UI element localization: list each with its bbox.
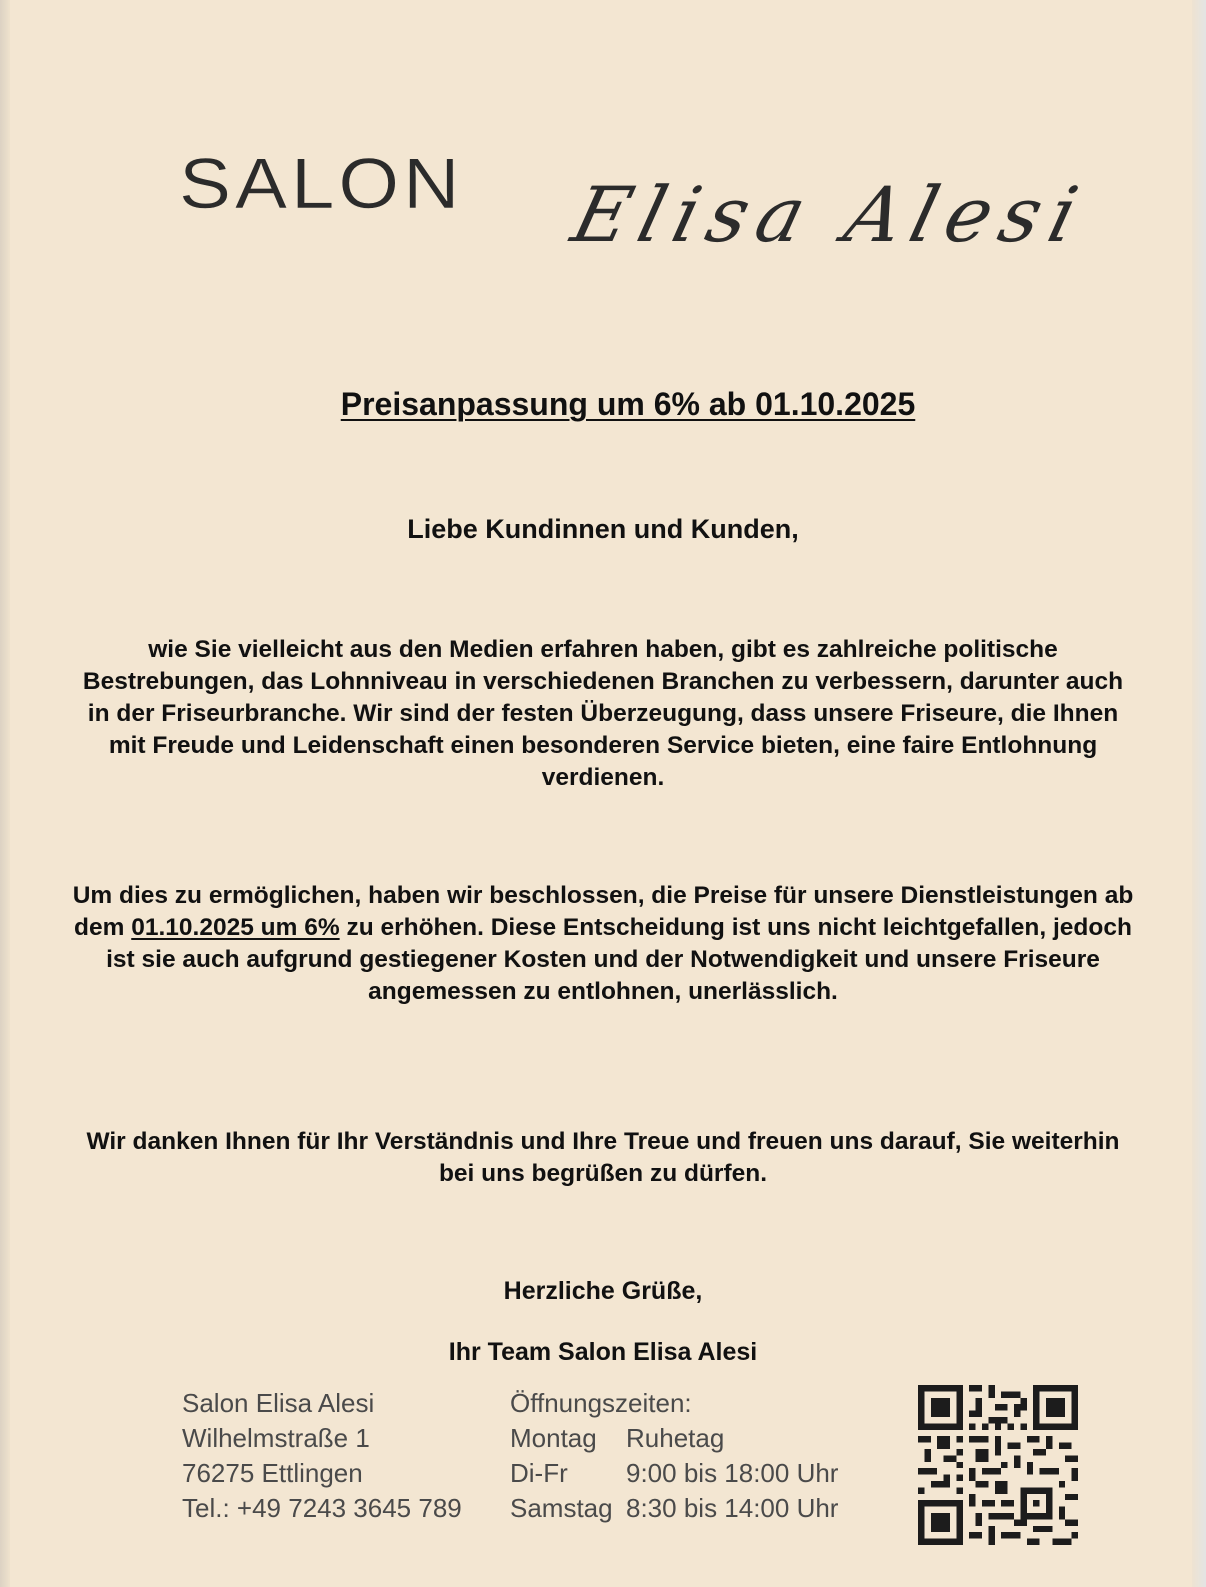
page-title — [0, 386, 1206, 423]
footer-address — [182, 1386, 462, 1526]
footer-opening-hours — [510, 1386, 838, 1526]
hours-day: Samstag — [510, 1493, 613, 1523]
paragraph-thanks: Wir danken Ihnen für Ihr Verständnis und Ihre Treue und freuen uns darauf, Sie weiterhin bei uns begrüßen zu dürfen. — [86, 1128, 1120, 1187]
footer-street: Wilhelmstraße 1 — [182, 1423, 370, 1453]
hours-time: 9:00 bis 18:00 Uhr — [626, 1458, 839, 1488]
hours-row — [510, 1421, 838, 1456]
opening-hours-heading: Öffnungszeiten: — [510, 1388, 692, 1418]
signature-team: Ihr Team Salon Elisa Alesi — [448, 1338, 758, 1366]
hours-day: Di-Fr — [510, 1458, 568, 1488]
paragraph-price-increase-after: zu erhöhen. Diese Entscheidung ist uns nicht leichtgefallen, jedoch ist sie auch aufgrund gestiegener Kosten und der Notwendigkeit und unsere Friseure angemessen zu entlohnen, unerlässlich. — [106, 914, 1132, 1005]
hours-row — [510, 1491, 838, 1526]
footer-phone: Tel.: +49 7243 3645 789 — [182, 1493, 462, 1523]
hours-row — [510, 1456, 838, 1491]
paragraph-price-increase-before: Um dies zu ermöglichen, haben wir beschlossen, die Preise für unsere Dienstleistungen ab dem — [72, 882, 1134, 941]
salon-logo — [175, 140, 1095, 310]
footer-city: 76275 Ettlingen — [182, 1458, 363, 1488]
paragraph-price-increase — [70, 880, 1136, 1008]
logo-script-text: Elisa Alesi — [563, 170, 1097, 259]
logo-salon-text: SALON — [179, 142, 464, 224]
hours-day: Montag — [510, 1423, 597, 1453]
qr-code-icon[interactable] — [918, 1385, 1078, 1545]
hours-time: 8:30 bis 14:00 Uhr — [626, 1493, 839, 1523]
paragraph-wage-context: wie Sie vielleicht aus den Medien erfahren haben, gibt es zahlreiche politische Bestrebungen, das Lohnniveau in verschiedenen Branchen zu verbessern, darunter auch in der Friseurbranche. Wir sind der festen Überzeugung, dass unsere Friseure, die Ihnen mit Freude und Leidenschaft einen besonderen Service bieten, eine faire Entlohnung verdienen. — [82, 636, 1124, 791]
closing-regards: Herzliche Grüße, — [503, 1277, 703, 1305]
hours-time: Ruhetag — [626, 1423, 725, 1453]
footer-salon-name: Salon Elisa Alesi — [182, 1388, 375, 1418]
greeting: Liebe Kundinnen und Kunden, — [407, 514, 799, 544]
page-title-text: Preisanpassung um 6% ab 01.10.2025 — [340, 386, 916, 422]
price-increase-emphasis: 01.10.2025 um 6% — [131, 914, 340, 941]
